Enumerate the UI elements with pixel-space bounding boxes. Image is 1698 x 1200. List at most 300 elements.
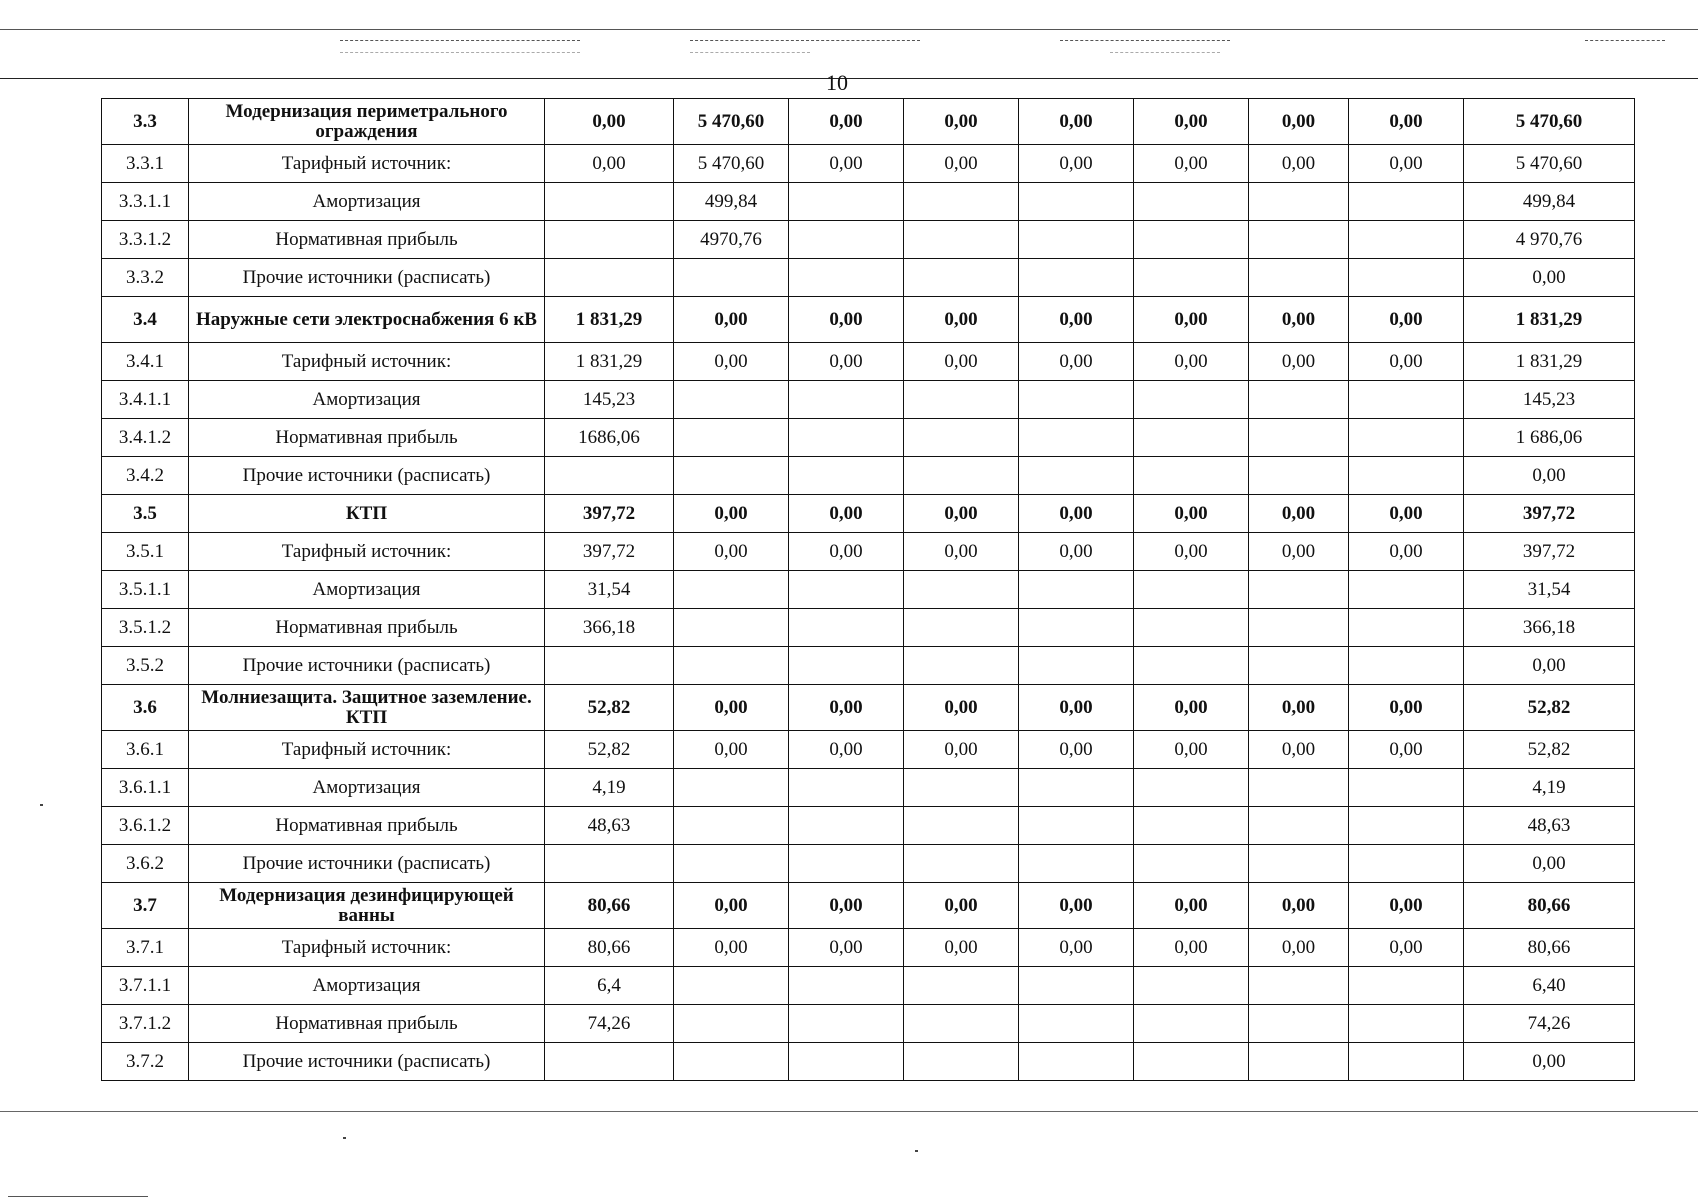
row-value-cell: [1019, 1043, 1134, 1081]
row-value-cell: [674, 845, 789, 883]
header-dash-4: [1585, 40, 1665, 41]
row-value-cell: 0,00: [1349, 99, 1464, 145]
row-name-cell: Амортизация: [189, 967, 545, 1005]
row-value-cell: [789, 845, 904, 883]
scan-speck: [915, 1150, 918, 1152]
table-row: [102, 297, 1635, 343]
row-total-cell: 397,72: [1464, 495, 1635, 533]
row-value-cell: 0,00: [904, 343, 1019, 381]
row-code-cell: 3.4.2: [102, 457, 189, 495]
row-value-cell: 0,00: [1134, 145, 1249, 183]
row-value-cell: [1134, 769, 1249, 807]
scan-speck: [40, 804, 43, 806]
table-row: [102, 183, 1635, 221]
row-name-cell: Тарифный источник:: [189, 929, 545, 967]
row-value-cell: 0,00: [1019, 297, 1134, 343]
row-value-cell: [1019, 1005, 1134, 1043]
row-value-cell: [789, 967, 904, 1005]
row-value-cell: [545, 221, 674, 259]
row-value-cell: 0,00: [1134, 343, 1249, 381]
row-value-cell: 145,23: [545, 381, 674, 419]
row-value-cell: 0,00: [789, 99, 904, 145]
row-value-cell: [904, 457, 1019, 495]
row-name-cell: Тарифный источник:: [189, 145, 545, 183]
row-value-cell: 0,00: [545, 99, 674, 145]
row-value-cell: [904, 419, 1019, 457]
row-value-cell: 48,63: [545, 807, 674, 845]
row-value-cell: [1134, 647, 1249, 685]
row-value-cell: 499,84: [674, 183, 789, 221]
row-value-cell: [1349, 457, 1464, 495]
row-value-cell: [1019, 967, 1134, 1005]
row-value-cell: [789, 1043, 904, 1081]
row-value-cell: 0,00: [1134, 495, 1249, 533]
row-value-cell: [674, 1043, 789, 1081]
row-name-cell: Нормативная прибыль: [189, 807, 545, 845]
table-row: [102, 731, 1635, 769]
row-value-cell: [1249, 183, 1349, 221]
table-row: [102, 99, 1635, 145]
row-value-cell: [1019, 807, 1134, 845]
row-value-cell: [674, 419, 789, 457]
row-value-cell: [1249, 381, 1349, 419]
row-value-cell: 74,26: [545, 1005, 674, 1043]
row-value-cell: [674, 259, 789, 297]
row-value-cell: 0,00: [1134, 731, 1249, 769]
row-value-cell: 0,00: [789, 297, 904, 343]
row-value-cell: 0,00: [1249, 731, 1349, 769]
row-value-cell: [1134, 845, 1249, 883]
row-value-cell: 0,00: [1134, 929, 1249, 967]
table-row: [102, 883, 1635, 929]
row-value-cell: 0,00: [545, 145, 674, 183]
table-row: [102, 929, 1635, 967]
row-value-cell: [674, 807, 789, 845]
row-value-cell: [1134, 807, 1249, 845]
row-value-cell: 0,00: [1249, 297, 1349, 343]
row-value-cell: [789, 807, 904, 845]
row-value-cell: [1134, 259, 1249, 297]
header-dash-7: [1110, 52, 1220, 53]
page-number: 10: [826, 70, 848, 95]
table-row: [102, 571, 1635, 609]
row-value-cell: 0,00: [1349, 297, 1464, 343]
row-total-cell: 1 831,29: [1464, 343, 1635, 381]
row-value-cell: 6,4: [545, 967, 674, 1005]
row-name-cell: Амортизация: [189, 769, 545, 807]
row-code-cell: 3.4.1.1: [102, 381, 189, 419]
row-value-cell: [904, 1043, 1019, 1081]
row-value-cell: [904, 769, 1019, 807]
table-row: [102, 807, 1635, 845]
row-value-cell: [1349, 1005, 1464, 1043]
row-value-cell: 52,82: [545, 731, 674, 769]
row-value-cell: 0,00: [1019, 731, 1134, 769]
row-value-cell: [1019, 647, 1134, 685]
table-row: [102, 457, 1635, 495]
row-value-cell: [1134, 967, 1249, 1005]
row-value-cell: 0,00: [1019, 145, 1134, 183]
row-value-cell: [904, 571, 1019, 609]
row-value-cell: [789, 1005, 904, 1043]
row-value-cell: [904, 609, 1019, 647]
row-value-cell: 0,00: [904, 731, 1019, 769]
table-row: [102, 381, 1635, 419]
table-row: [102, 845, 1635, 883]
row-value-cell: 80,66: [545, 883, 674, 929]
row-value-cell: 0,00: [1349, 929, 1464, 967]
row-value-cell: [545, 1043, 674, 1081]
row-value-cell: 0,00: [1019, 929, 1134, 967]
row-value-cell: 0,00: [1134, 883, 1249, 929]
row-value-cell: 0,00: [1134, 533, 1249, 571]
row-value-cell: [1019, 571, 1134, 609]
row-value-cell: 0,00: [674, 929, 789, 967]
table-row: [102, 343, 1635, 381]
row-value-cell: 0,00: [1019, 533, 1134, 571]
header-dash-6: [690, 52, 810, 53]
row-value-cell: [1249, 807, 1349, 845]
row-total-cell: 6,40: [1464, 967, 1635, 1005]
row-value-cell: 0,00: [1349, 883, 1464, 929]
row-value-cell: 0,00: [1249, 343, 1349, 381]
row-name-cell: Нормативная прибыль: [189, 221, 545, 259]
row-value-cell: [789, 457, 904, 495]
row-value-cell: 0,00: [1349, 495, 1464, 533]
top-rule: [0, 29, 1698, 30]
row-total-cell: 1 686,06: [1464, 419, 1635, 457]
row-value-cell: [1019, 183, 1134, 221]
row-value-cell: [1349, 381, 1464, 419]
row-value-cell: [1134, 419, 1249, 457]
row-value-cell: [674, 1005, 789, 1043]
row-value-cell: 0,00: [1019, 685, 1134, 731]
row-value-cell: [1019, 259, 1134, 297]
row-value-cell: 4,19: [545, 769, 674, 807]
row-total-cell: 48,63: [1464, 807, 1635, 845]
row-total-cell: 397,72: [1464, 533, 1635, 571]
row-value-cell: [904, 967, 1019, 1005]
row-value-cell: [1019, 845, 1134, 883]
table-body: [102, 99, 1635, 1081]
row-value-cell: 0,00: [904, 495, 1019, 533]
row-code-cell: 3.5.1.1: [102, 571, 189, 609]
row-name-cell: КТП: [189, 495, 545, 533]
row-value-cell: [674, 571, 789, 609]
table-row: [102, 1043, 1635, 1081]
row-value-cell: 0,00: [1249, 883, 1349, 929]
table-row: [102, 647, 1635, 685]
row-value-cell: 0,00: [904, 685, 1019, 731]
row-name-cell: Тарифный источник:: [189, 533, 545, 571]
row-total-cell: 366,18: [1464, 609, 1635, 647]
row-value-cell: 397,72: [545, 533, 674, 571]
table-row: [102, 685, 1635, 731]
row-value-cell: [789, 571, 904, 609]
row-value-cell: [789, 183, 904, 221]
row-value-cell: [1349, 807, 1464, 845]
row-value-cell: [1134, 1005, 1249, 1043]
page-rule: [0, 78, 1698, 79]
row-name-cell: Наружные сети электроснабжения 6 кВ: [189, 297, 545, 343]
row-value-cell: 0,00: [1249, 99, 1349, 145]
row-value-cell: 0,00: [789, 929, 904, 967]
row-code-cell: 3.6.1: [102, 731, 189, 769]
row-value-cell: 0,00: [1019, 495, 1134, 533]
header-dash-2: [690, 40, 920, 41]
row-code-cell: 3.5.1.2: [102, 609, 189, 647]
row-code-cell: 3.6: [102, 685, 189, 731]
row-value-cell: [1019, 221, 1134, 259]
row-value-cell: 0,00: [789, 685, 904, 731]
row-code-cell: 3.3: [102, 99, 189, 145]
row-value-cell: 0,00: [789, 731, 904, 769]
row-code-cell: 3.7.2: [102, 1043, 189, 1081]
row-total-cell: 145,23: [1464, 381, 1635, 419]
row-value-cell: [545, 457, 674, 495]
row-total-cell: 4,19: [1464, 769, 1635, 807]
row-value-cell: [789, 419, 904, 457]
row-name-cell: Нормативная прибыль: [189, 1005, 545, 1043]
row-value-cell: [1134, 381, 1249, 419]
row-value-cell: [674, 381, 789, 419]
row-value-cell: [789, 221, 904, 259]
row-total-cell: 52,82: [1464, 685, 1635, 731]
row-code-cell: 3.5: [102, 495, 189, 533]
table-row: [102, 145, 1635, 183]
row-value-cell: 0,00: [789, 883, 904, 929]
row-code-cell: 3.6.1.1: [102, 769, 189, 807]
row-value-cell: 0,00: [904, 883, 1019, 929]
row-code-cell: 3.7.1.2: [102, 1005, 189, 1043]
row-value-cell: 366,18: [545, 609, 674, 647]
row-total-cell: 0,00: [1464, 845, 1635, 883]
row-value-cell: [904, 807, 1019, 845]
row-value-cell: [1249, 647, 1349, 685]
row-code-cell: 3.4: [102, 297, 189, 343]
row-value-cell: 5 470,60: [674, 99, 789, 145]
row-code-cell: 3.3.2: [102, 259, 189, 297]
row-code-cell: 3.4.1: [102, 343, 189, 381]
row-name-cell: Прочие источники (расписать): [189, 647, 545, 685]
row-value-cell: 80,66: [545, 929, 674, 967]
row-value-cell: [1019, 609, 1134, 647]
row-value-cell: [1349, 609, 1464, 647]
row-value-cell: [545, 259, 674, 297]
row-total-cell: 0,00: [1464, 457, 1635, 495]
row-value-cell: [1349, 571, 1464, 609]
row-code-cell: 3.5.1: [102, 533, 189, 571]
row-name-cell: Амортизация: [189, 381, 545, 419]
row-value-cell: [1134, 609, 1249, 647]
table-row: [102, 259, 1635, 297]
row-value-cell: [1349, 647, 1464, 685]
bottom-rule: [0, 1111, 1698, 1112]
row-value-cell: [1249, 571, 1349, 609]
row-value-cell: [1249, 259, 1349, 297]
row-total-cell: 0,00: [1464, 647, 1635, 685]
table-row: [102, 769, 1635, 807]
row-code-cell: 3.6.1.2: [102, 807, 189, 845]
row-value-cell: [1349, 1043, 1464, 1081]
row-total-cell: 0,00: [1464, 259, 1635, 297]
row-value-cell: [674, 647, 789, 685]
row-value-cell: [1019, 769, 1134, 807]
table-row: [102, 533, 1635, 571]
row-value-cell: [1249, 769, 1349, 807]
row-code-cell: 3.7.1: [102, 929, 189, 967]
row-name-cell: Амортизация: [189, 571, 545, 609]
row-value-cell: 0,00: [904, 929, 1019, 967]
row-value-cell: 0,00: [1019, 883, 1134, 929]
row-value-cell: 0,00: [789, 533, 904, 571]
row-code-cell: 3.3.1.1: [102, 183, 189, 221]
row-value-cell: 0,00: [904, 533, 1019, 571]
row-value-cell: [1134, 571, 1249, 609]
row-total-cell: 80,66: [1464, 929, 1635, 967]
row-value-cell: 0,00: [1249, 145, 1349, 183]
row-value-cell: [904, 221, 1019, 259]
row-value-cell: 0,00: [1249, 929, 1349, 967]
row-value-cell: 0,00: [904, 297, 1019, 343]
row-name-cell: Прочие источники (расписать): [189, 1043, 545, 1081]
row-value-cell: [789, 609, 904, 647]
row-value-cell: 0,00: [1249, 533, 1349, 571]
row-value-cell: 0,00: [1349, 145, 1464, 183]
row-value-cell: [1249, 845, 1349, 883]
row-value-cell: [1349, 769, 1464, 807]
row-value-cell: [1019, 381, 1134, 419]
row-name-cell: Прочие источники (расписать): [189, 457, 545, 495]
row-value-cell: 0,00: [674, 731, 789, 769]
row-value-cell: [545, 183, 674, 221]
row-value-cell: [904, 1005, 1019, 1043]
row-value-cell: 52,82: [545, 685, 674, 731]
row-value-cell: 0,00: [789, 145, 904, 183]
row-value-cell: 0,00: [674, 883, 789, 929]
row-value-cell: [1249, 457, 1349, 495]
table-row: [102, 967, 1635, 1005]
row-total-cell: 5 470,60: [1464, 99, 1635, 145]
row-value-cell: 0,00: [674, 343, 789, 381]
row-name-cell: Прочие источники (расписать): [189, 259, 545, 297]
row-total-cell: 0,00: [1464, 1043, 1635, 1081]
row-value-cell: 0,00: [1134, 685, 1249, 731]
row-code-cell: 3.3.1.2: [102, 221, 189, 259]
scan-speck: [343, 1137, 346, 1139]
row-value-cell: [904, 183, 1019, 221]
row-code-cell: 3.6.2: [102, 845, 189, 883]
row-value-cell: [545, 845, 674, 883]
row-name-cell: Тарифный источник:: [189, 343, 545, 381]
row-value-cell: 1 831,29: [545, 343, 674, 381]
row-value-cell: 0,00: [1349, 731, 1464, 769]
header-dash-3: [1060, 40, 1230, 41]
row-value-cell: 397,72: [545, 495, 674, 533]
row-value-cell: [1249, 609, 1349, 647]
footer-rule: [8, 1196, 148, 1197]
row-value-cell: 0,00: [1349, 343, 1464, 381]
row-value-cell: 5 470,60: [674, 145, 789, 183]
row-total-cell: 52,82: [1464, 731, 1635, 769]
row-total-cell: 74,26: [1464, 1005, 1635, 1043]
row-value-cell: 0,00: [674, 495, 789, 533]
row-value-cell: [789, 769, 904, 807]
row-name-cell: Молниезащита. Защитное заземление. КТП: [189, 685, 545, 731]
row-total-cell: 499,84: [1464, 183, 1635, 221]
row-name-cell: Прочие источники (расписать): [189, 845, 545, 883]
row-total-cell: 1 831,29: [1464, 297, 1635, 343]
row-value-cell: 0,00: [904, 99, 1019, 145]
row-value-cell: [674, 609, 789, 647]
row-name-cell: Нормативная прибыль: [189, 419, 545, 457]
row-total-cell: 4 970,76: [1464, 221, 1635, 259]
row-total-cell: 31,54: [1464, 571, 1635, 609]
row-name-cell: Модернизация периметрального ограждения: [189, 99, 545, 145]
row-value-cell: [1349, 845, 1464, 883]
row-value-cell: 0,00: [674, 685, 789, 731]
row-value-cell: 0,00: [1349, 685, 1464, 731]
row-value-cell: [1349, 221, 1464, 259]
row-value-cell: 0,00: [789, 495, 904, 533]
row-value-cell: 0,00: [904, 145, 1019, 183]
row-total-cell: 80,66: [1464, 883, 1635, 929]
row-name-cell: Амортизация: [189, 183, 545, 221]
row-value-cell: 0,00: [1134, 297, 1249, 343]
row-value-cell: 0,00: [674, 533, 789, 571]
investment-table: [101, 98, 1635, 1081]
row-value-cell: 0,00: [1349, 533, 1464, 571]
row-value-cell: [1349, 967, 1464, 1005]
row-value-cell: [1134, 1043, 1249, 1081]
row-value-cell: [674, 769, 789, 807]
row-value-cell: [1249, 967, 1349, 1005]
row-value-cell: [1134, 221, 1249, 259]
row-total-cell: 5 470,60: [1464, 145, 1635, 183]
row-value-cell: [1249, 419, 1349, 457]
row-code-cell: 3.4.1.2: [102, 419, 189, 457]
row-code-cell: 3.5.2: [102, 647, 189, 685]
table-row: [102, 609, 1635, 647]
row-value-cell: 4970,76: [674, 221, 789, 259]
table-row: [102, 419, 1635, 457]
row-value-cell: [1249, 1043, 1349, 1081]
row-value-cell: 0,00: [789, 343, 904, 381]
row-value-cell: [1019, 419, 1134, 457]
row-value-cell: [1349, 419, 1464, 457]
row-value-cell: [1134, 457, 1249, 495]
row-value-cell: [904, 381, 1019, 419]
row-value-cell: [1349, 259, 1464, 297]
table-row: [102, 221, 1635, 259]
row-name-cell: Модернизация дезинфицирующей ванны: [189, 883, 545, 929]
row-value-cell: [904, 647, 1019, 685]
table-row: [102, 1005, 1635, 1043]
row-name-cell: Тарифный источник:: [189, 731, 545, 769]
row-value-cell: [1349, 183, 1464, 221]
header-dash-5: [340, 52, 580, 53]
row-value-cell: [674, 457, 789, 495]
row-value-cell: 1 831,29: [545, 297, 674, 343]
row-value-cell: [674, 967, 789, 1005]
row-value-cell: 0,00: [1019, 99, 1134, 145]
row-code-cell: 3.3.1: [102, 145, 189, 183]
header-dash-1: [340, 40, 580, 41]
row-value-cell: 0,00: [1249, 495, 1349, 533]
row-value-cell: 0,00: [1249, 685, 1349, 731]
row-value-cell: [1249, 221, 1349, 259]
row-name-cell: Нормативная прибыль: [189, 609, 545, 647]
